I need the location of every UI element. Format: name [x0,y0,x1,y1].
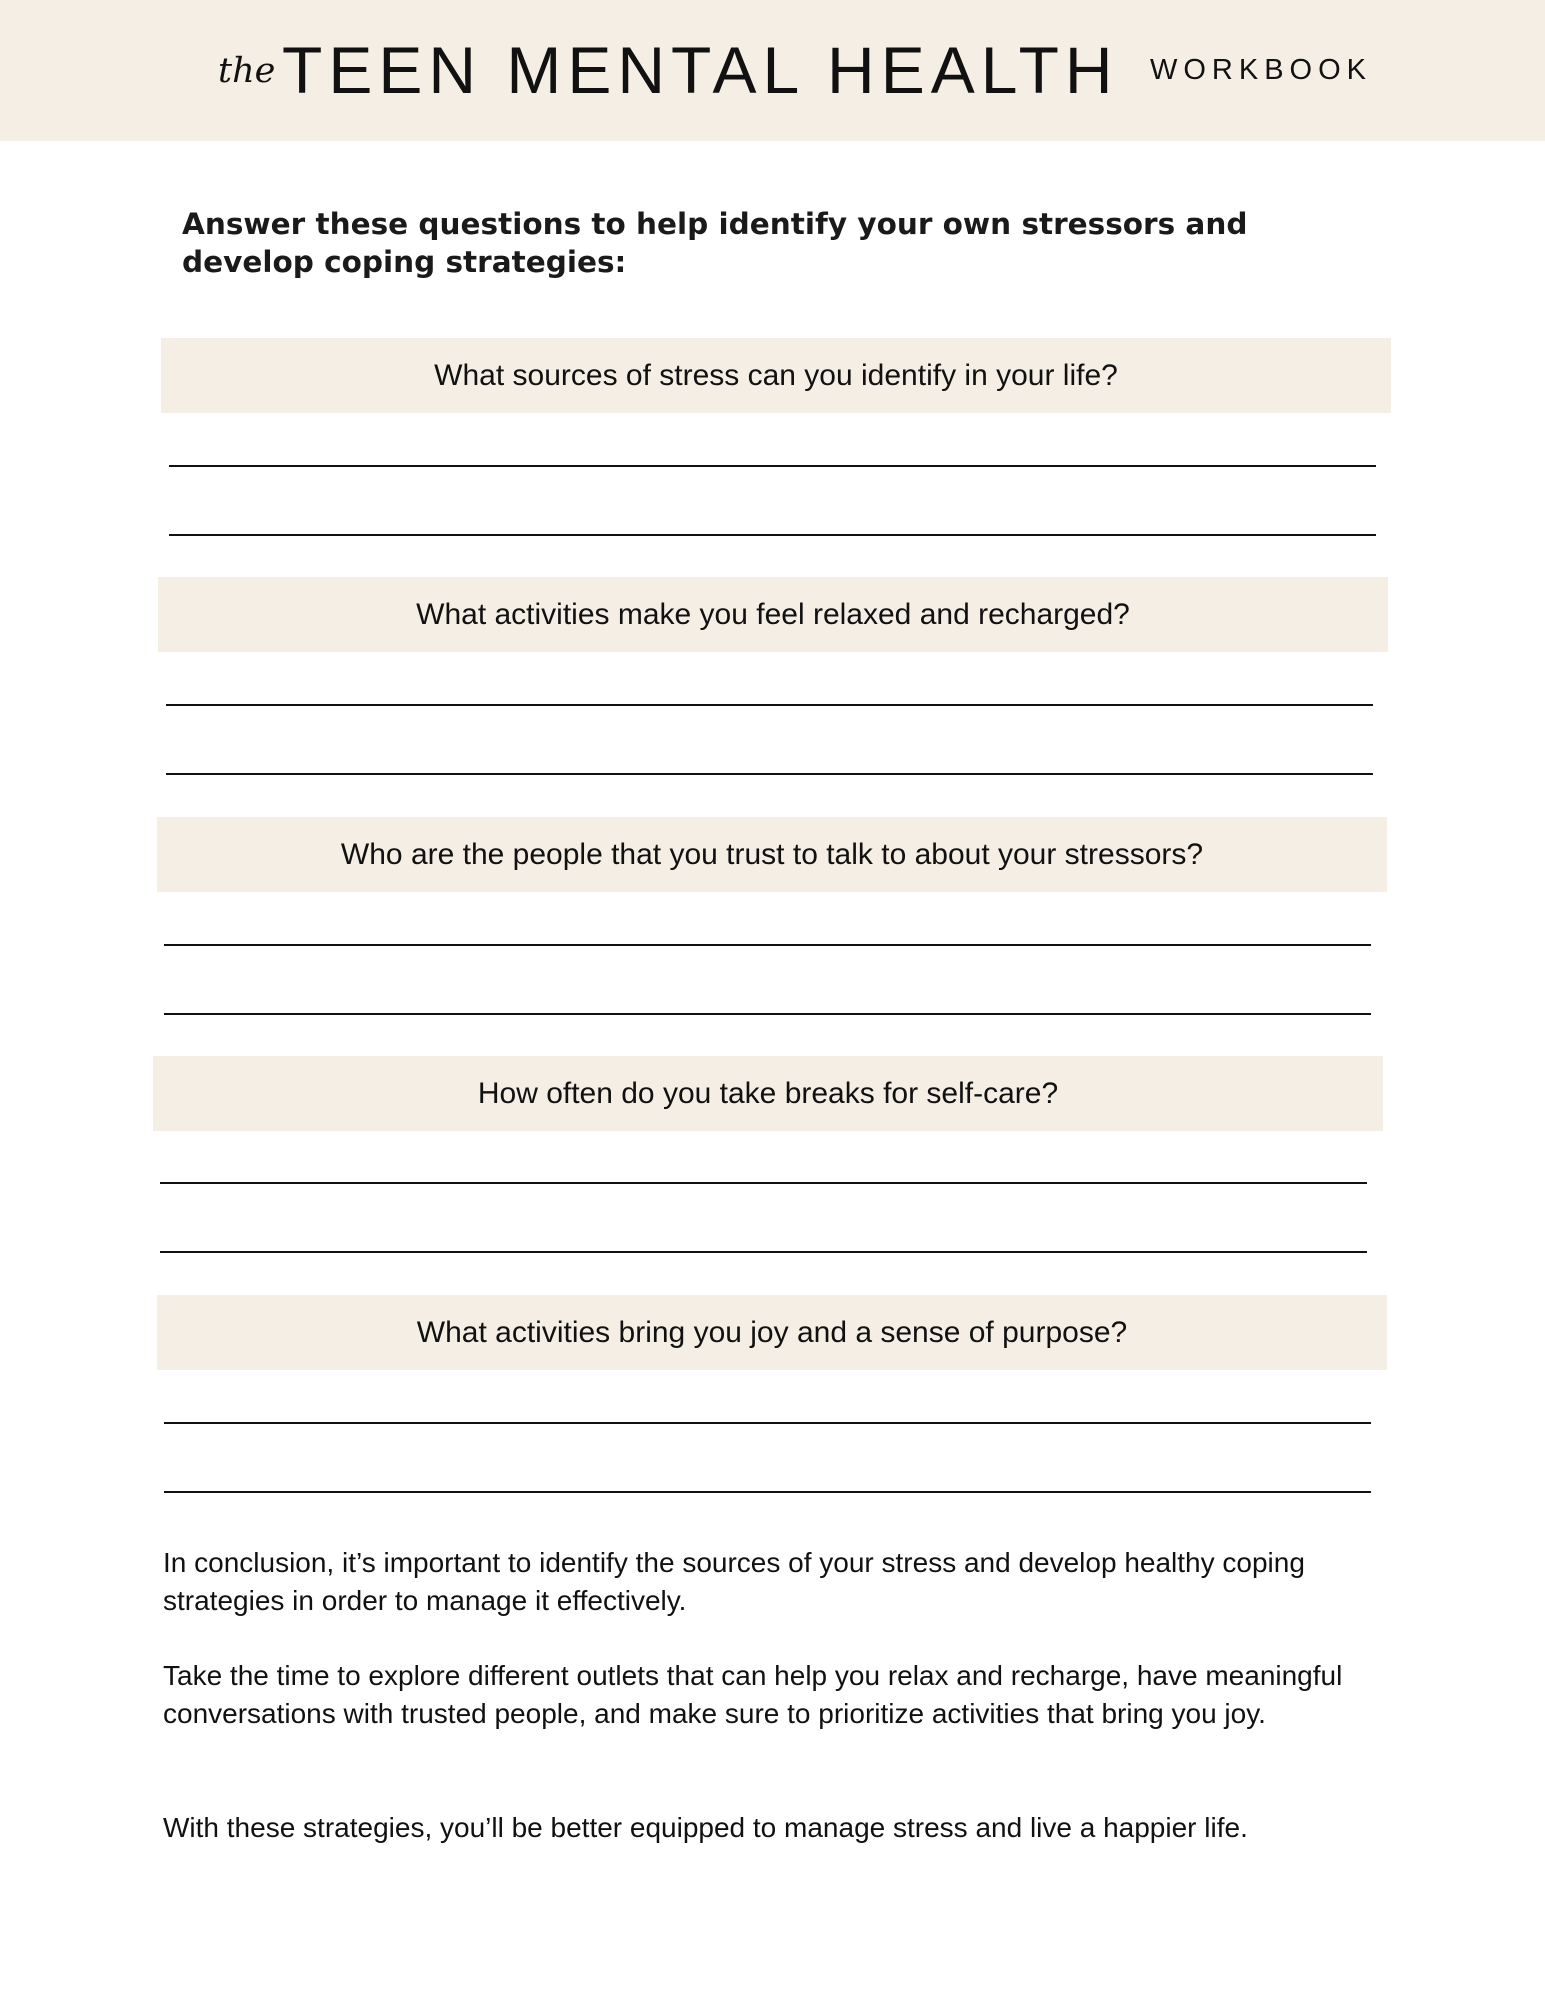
answer-line-2b[interactable] [166,773,1373,775]
answer-line-4a[interactable] [160,1182,1367,1184]
page-header [0,0,1545,141]
answer-line-3b[interactable] [164,1013,1371,1015]
question-5-text: What activities bring you joy and a sense of purpose? [416,1315,1128,1349]
answer-line-1b[interactable] [169,534,1376,536]
header-the: the [218,51,276,91]
question-3-text: Who are the people that you trust to talk to about your stressors? [340,837,1204,871]
header-title: TEEN MENTAL HEALTH [282,33,1119,107]
question-3-block [157,817,1387,892]
header-workbook: WORKBOOK [1150,54,1373,86]
question-1-block [161,338,1391,413]
conclusion-paragraph-2: Take the time to explore different outlets that can help you relax and recharge, have meaningful conversations with trusted people, and make sure to prioritize activities that bring you joy. [163,1660,1343,1729]
conclusion-paragraph-1: In conclusion, it’s important to identify the sources of your stress and develop healthy coping strategies in order to manage it effectively. [163,1547,1305,1616]
question-2-block [158,577,1388,652]
answer-line-2a[interactable] [166,704,1373,706]
answer-line-5b[interactable] [164,1491,1371,1493]
answer-line-5a[interactable] [164,1422,1371,1424]
question-1-text: What sources of stress can you identify in your life? [434,358,1118,392]
question-4-block [153,1056,1383,1131]
question-5-block [157,1295,1387,1370]
answer-line-1a[interactable] [169,465,1376,467]
answer-line-4b[interactable] [160,1251,1367,1253]
conclusion-paragraph-3: With these strategies, you’ll be better equipped to manage stress and live a happier life. [163,1812,1248,1843]
question-4-text: How often do you take breaks for self-care? [477,1076,1059,1110]
intro-instructions: Answer these questions to help identify your own stressors and develop coping strategies: [182,207,1248,279]
answer-line-3a[interactable] [164,944,1371,946]
question-2-text: What activities make you feel relaxed and recharged? [416,597,1130,631]
